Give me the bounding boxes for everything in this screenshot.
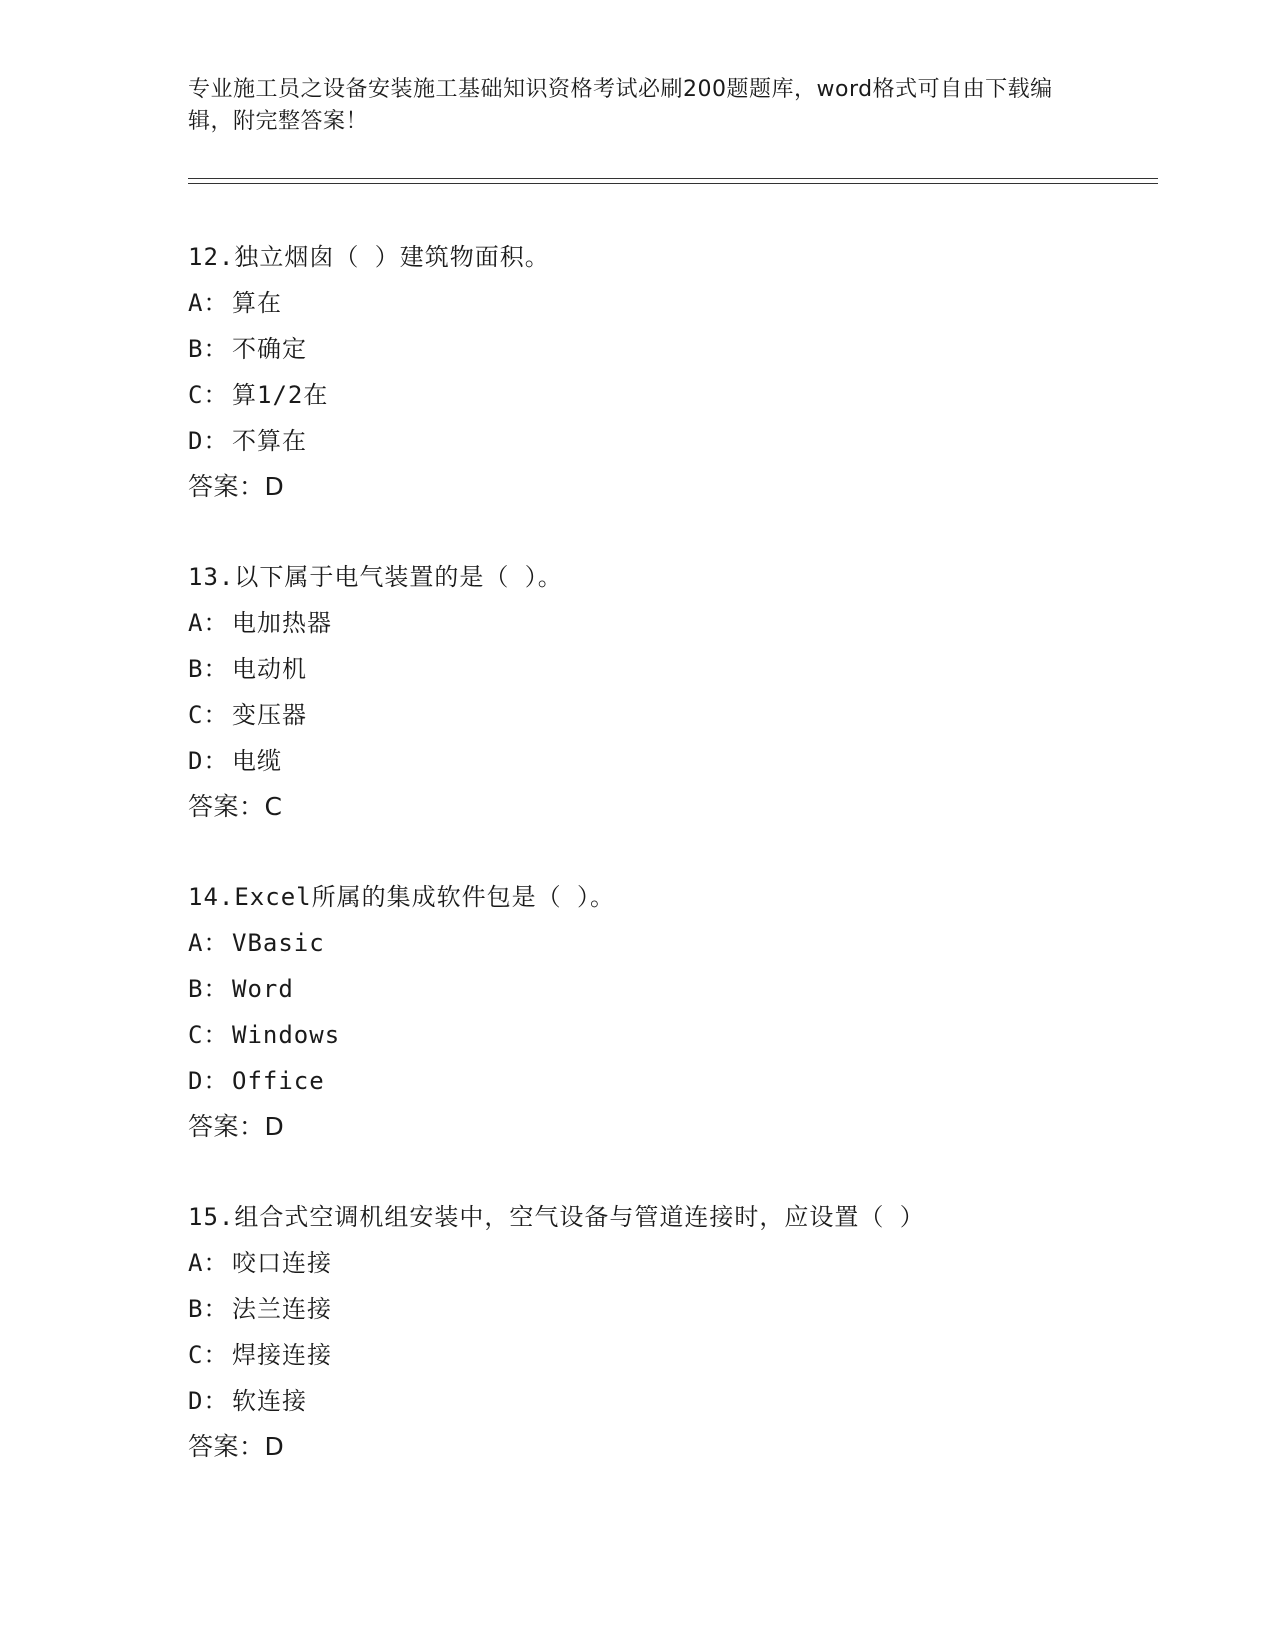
option-text: 法兰连接 bbox=[232, 1295, 332, 1323]
option-text: 变压器 bbox=[232, 701, 307, 729]
option-letter: D： bbox=[188, 1387, 229, 1415]
option-text: 软连接 bbox=[232, 1387, 307, 1415]
option-text: 不确定 bbox=[232, 335, 307, 363]
option-text: 算1/2在 bbox=[232, 381, 329, 409]
answer-line: 答案：D bbox=[188, 1112, 285, 1141]
question-14 bbox=[188, 874, 1148, 1150]
option-c bbox=[188, 1332, 1148, 1378]
option-letter: B： bbox=[188, 335, 229, 363]
option-b bbox=[188, 326, 1148, 372]
document-header-title: 专业施工员之设备安装施工基础知识资格考试必刷200题题库，word格式可自由下载编辑，附完整答案！ bbox=[188, 77, 1053, 134]
answer-line: 答案：D bbox=[188, 1432, 285, 1461]
option-text: 电加热器 bbox=[232, 609, 332, 637]
option-a bbox=[188, 920, 1148, 966]
option-letter: A： bbox=[188, 609, 229, 637]
option-text: 电缆 bbox=[232, 747, 282, 775]
option-text: 咬口连接 bbox=[232, 1249, 332, 1277]
option-letter: D： bbox=[188, 427, 229, 455]
option-c bbox=[188, 692, 1148, 738]
option-text: 电动机 bbox=[232, 655, 307, 683]
question-stem: 13.以下属于电气装置的是（ ）。 bbox=[188, 563, 563, 591]
question-12 bbox=[188, 234, 1148, 510]
option-c bbox=[188, 1012, 1148, 1058]
option-text: Word bbox=[232, 975, 294, 1003]
header-divider-bottom bbox=[188, 183, 1158, 184]
option-letter: A： bbox=[188, 929, 229, 957]
option-text: Office bbox=[232, 1067, 325, 1095]
option-d bbox=[188, 1058, 1148, 1104]
option-c bbox=[188, 372, 1148, 418]
option-d bbox=[188, 1378, 1148, 1424]
option-letter: B： bbox=[188, 1295, 229, 1323]
option-b bbox=[188, 966, 1148, 1012]
option-text: 不算在 bbox=[232, 427, 307, 455]
option-d bbox=[188, 418, 1148, 464]
option-b bbox=[188, 1286, 1148, 1332]
option-text: Windows bbox=[232, 1021, 341, 1049]
question-stem: 15.组合式空调机组安装中，空气设备与管道连接时，应设置（ ） bbox=[188, 1203, 925, 1231]
option-letter: C： bbox=[188, 1021, 229, 1049]
option-letter: B： bbox=[188, 655, 229, 683]
question-stem: 14.Excel所属的集成软件包是（ ）。 bbox=[188, 883, 616, 911]
option-text: 焊接连接 bbox=[232, 1341, 332, 1369]
question-stem: 12.独立烟囱（ ）建筑物面积。 bbox=[188, 243, 550, 271]
option-d bbox=[188, 738, 1148, 784]
option-a bbox=[188, 1240, 1148, 1286]
option-letter: C： bbox=[188, 381, 229, 409]
option-text: VBasic bbox=[232, 929, 325, 957]
option-letter: A： bbox=[188, 289, 229, 317]
option-letter: D： bbox=[188, 747, 229, 775]
question-15 bbox=[188, 1194, 1148, 1470]
option-letter: C： bbox=[188, 1341, 229, 1369]
header-divider-top bbox=[188, 178, 1158, 179]
answer-line: 答案：C bbox=[188, 792, 283, 821]
option-letter: D： bbox=[188, 1067, 229, 1095]
question-13 bbox=[188, 554, 1148, 830]
option-letter: C： bbox=[188, 701, 229, 729]
option-b bbox=[188, 646, 1148, 692]
option-letter: A： bbox=[188, 1249, 229, 1277]
option-letter: B： bbox=[188, 975, 229, 1003]
option-a bbox=[188, 600, 1148, 646]
option-text: 算在 bbox=[232, 289, 282, 317]
option-a bbox=[188, 280, 1148, 326]
answer-line: 答案：D bbox=[188, 472, 285, 501]
